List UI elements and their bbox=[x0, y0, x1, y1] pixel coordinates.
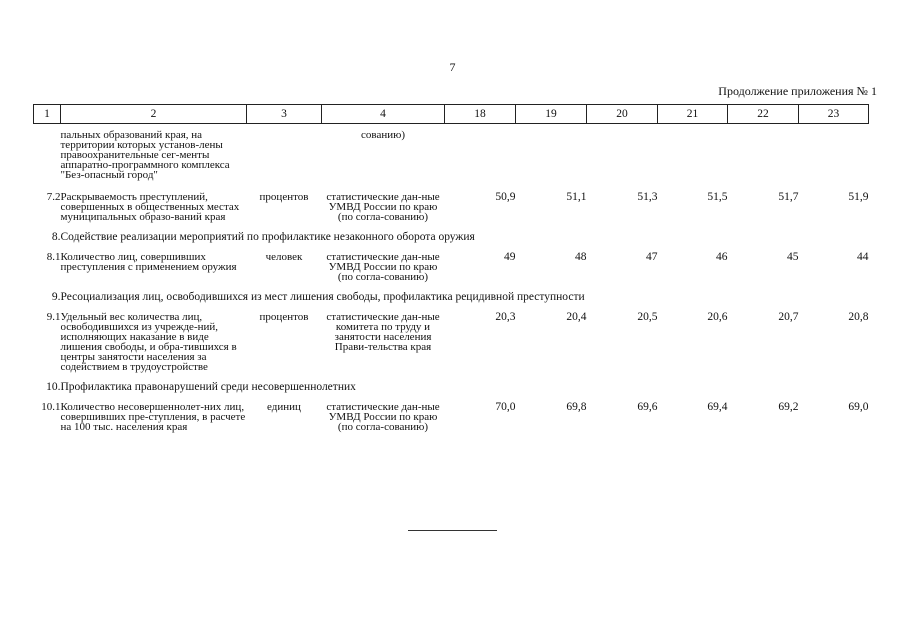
value-cell: 70,0 bbox=[495, 401, 516, 413]
row-number: 10.1 bbox=[41, 401, 61, 413]
page-number: 7 bbox=[449, 60, 456, 74]
section-number: 8. bbox=[51, 231, 61, 243]
row-number: 8.1 bbox=[46, 251, 61, 263]
table-row-7-2 bbox=[34, 192, 869, 222]
header-cell: 23 bbox=[799, 105, 869, 124]
section-number: 9. bbox=[51, 291, 61, 303]
table-row-continuation bbox=[34, 130, 869, 180]
header-cell: 22 bbox=[728, 105, 799, 124]
indicator-source: статистические дан-ные УМВД России по краю (по согла-сованию) bbox=[326, 191, 440, 223]
value-cell: 20,3 bbox=[495, 311, 516, 323]
section-row-9 bbox=[34, 292, 869, 302]
value-cell: 20,6 bbox=[707, 311, 728, 323]
indicator-name: Удельный вес количества лиц, освободившихся из учрежде-ний, исполняющих наказание в виде лишения свободы, и обра-тившихся в центры занятости населения за содействием в трудоустройстве bbox=[60, 311, 237, 373]
indicator-unit: процентов bbox=[259, 311, 309, 323]
section-number: 10. bbox=[46, 381, 61, 393]
indicator-source: статистические дан-ные комитета по труду и занятости населения Прави-тельства края bbox=[326, 311, 440, 353]
header-cell: 19 bbox=[516, 105, 587, 124]
value-cell: 51,3 bbox=[637, 191, 658, 203]
table-header-row bbox=[34, 105, 869, 124]
header-cell: 1 bbox=[34, 105, 61, 124]
table-row-10-1 bbox=[34, 402, 869, 432]
section-title: Профилактика правонарушений среди несовершеннолетних bbox=[60, 381, 356, 393]
section-row-8 bbox=[34, 232, 869, 242]
indicator-source: сованию) bbox=[361, 129, 405, 141]
value-cell: 51,9 bbox=[848, 191, 869, 203]
value-cell: 47 bbox=[646, 251, 658, 263]
table-row-8-1 bbox=[34, 252, 869, 282]
indicator-source: статистические дан-ные УМВД России по краю (по согла-сованию) bbox=[326, 251, 440, 283]
row-number: 9.1 bbox=[46, 311, 61, 323]
value-cell: 69,4 bbox=[707, 401, 728, 413]
section-title: Ресоциализация лиц, освободившихся из мест лишения свободы, профилактика рецидивной преступности bbox=[60, 291, 585, 303]
value-cell: 69,2 bbox=[778, 401, 799, 413]
value-cell: 51,5 bbox=[707, 191, 728, 203]
value-cell: 49 bbox=[504, 251, 516, 263]
indicator-unit: человек bbox=[265, 251, 303, 263]
value-cell: 51,1 bbox=[566, 191, 587, 203]
row-number: 7.2 bbox=[46, 191, 61, 203]
value-cell: 20,4 bbox=[566, 311, 587, 323]
indicator-name: Раскрываемость преступлений, совершенных в общественных местах муниципальных образо-ваний края bbox=[60, 191, 240, 223]
indicator-name: пальных образований края, на территории которых установ-лены правоохранительные сег-менты аппаратно-программного комплекса "Без-опасный город" bbox=[60, 129, 230, 181]
indicator-source: статистические дан-ные УМВД России по краю (по согла-сованию) bbox=[326, 401, 440, 433]
value-cell: 69,6 bbox=[637, 401, 658, 413]
value-cell: 20,7 bbox=[778, 311, 799, 323]
appendix-title: Продолжение приложения № 1 bbox=[718, 84, 877, 98]
value-cell: 20,8 bbox=[848, 311, 869, 323]
header-cell: 20 bbox=[587, 105, 658, 124]
value-cell: 50,9 bbox=[495, 191, 516, 203]
value-cell: 48 bbox=[575, 251, 587, 263]
indicator-name: Количество лиц, совершивших преступления с применением оружия bbox=[60, 251, 237, 273]
footer-divider bbox=[408, 530, 497, 531]
header-cell: 2 bbox=[61, 105, 247, 124]
table-row-9-1 bbox=[34, 312, 869, 372]
header-cell: 4 bbox=[322, 105, 445, 124]
header-cell: 21 bbox=[658, 105, 728, 124]
section-row-10 bbox=[34, 382, 869, 392]
value-cell: 45 bbox=[787, 251, 799, 263]
header-cell: 18 bbox=[445, 105, 516, 124]
indicator-name: Количество несовершеннолет-них лиц, совершивших пре-ступления, в расчете на 100 тыс. населения края bbox=[60, 401, 246, 433]
value-cell: 69,8 bbox=[566, 401, 587, 413]
header-cell: 3 bbox=[247, 105, 322, 124]
value-cell: 69,0 bbox=[848, 401, 869, 413]
value-cell: 46 bbox=[716, 251, 728, 263]
indicator-unit: единиц bbox=[267, 401, 301, 413]
value-cell: 51,7 bbox=[778, 191, 799, 203]
indicators-table bbox=[33, 104, 869, 432]
indicator-unit: процентов bbox=[259, 191, 309, 203]
value-cell: 20,5 bbox=[637, 311, 658, 323]
section-title: Содействие реализации мероприятий по профилактике незаконного оборота оружия bbox=[60, 231, 475, 243]
value-cell: 44 bbox=[857, 251, 869, 263]
